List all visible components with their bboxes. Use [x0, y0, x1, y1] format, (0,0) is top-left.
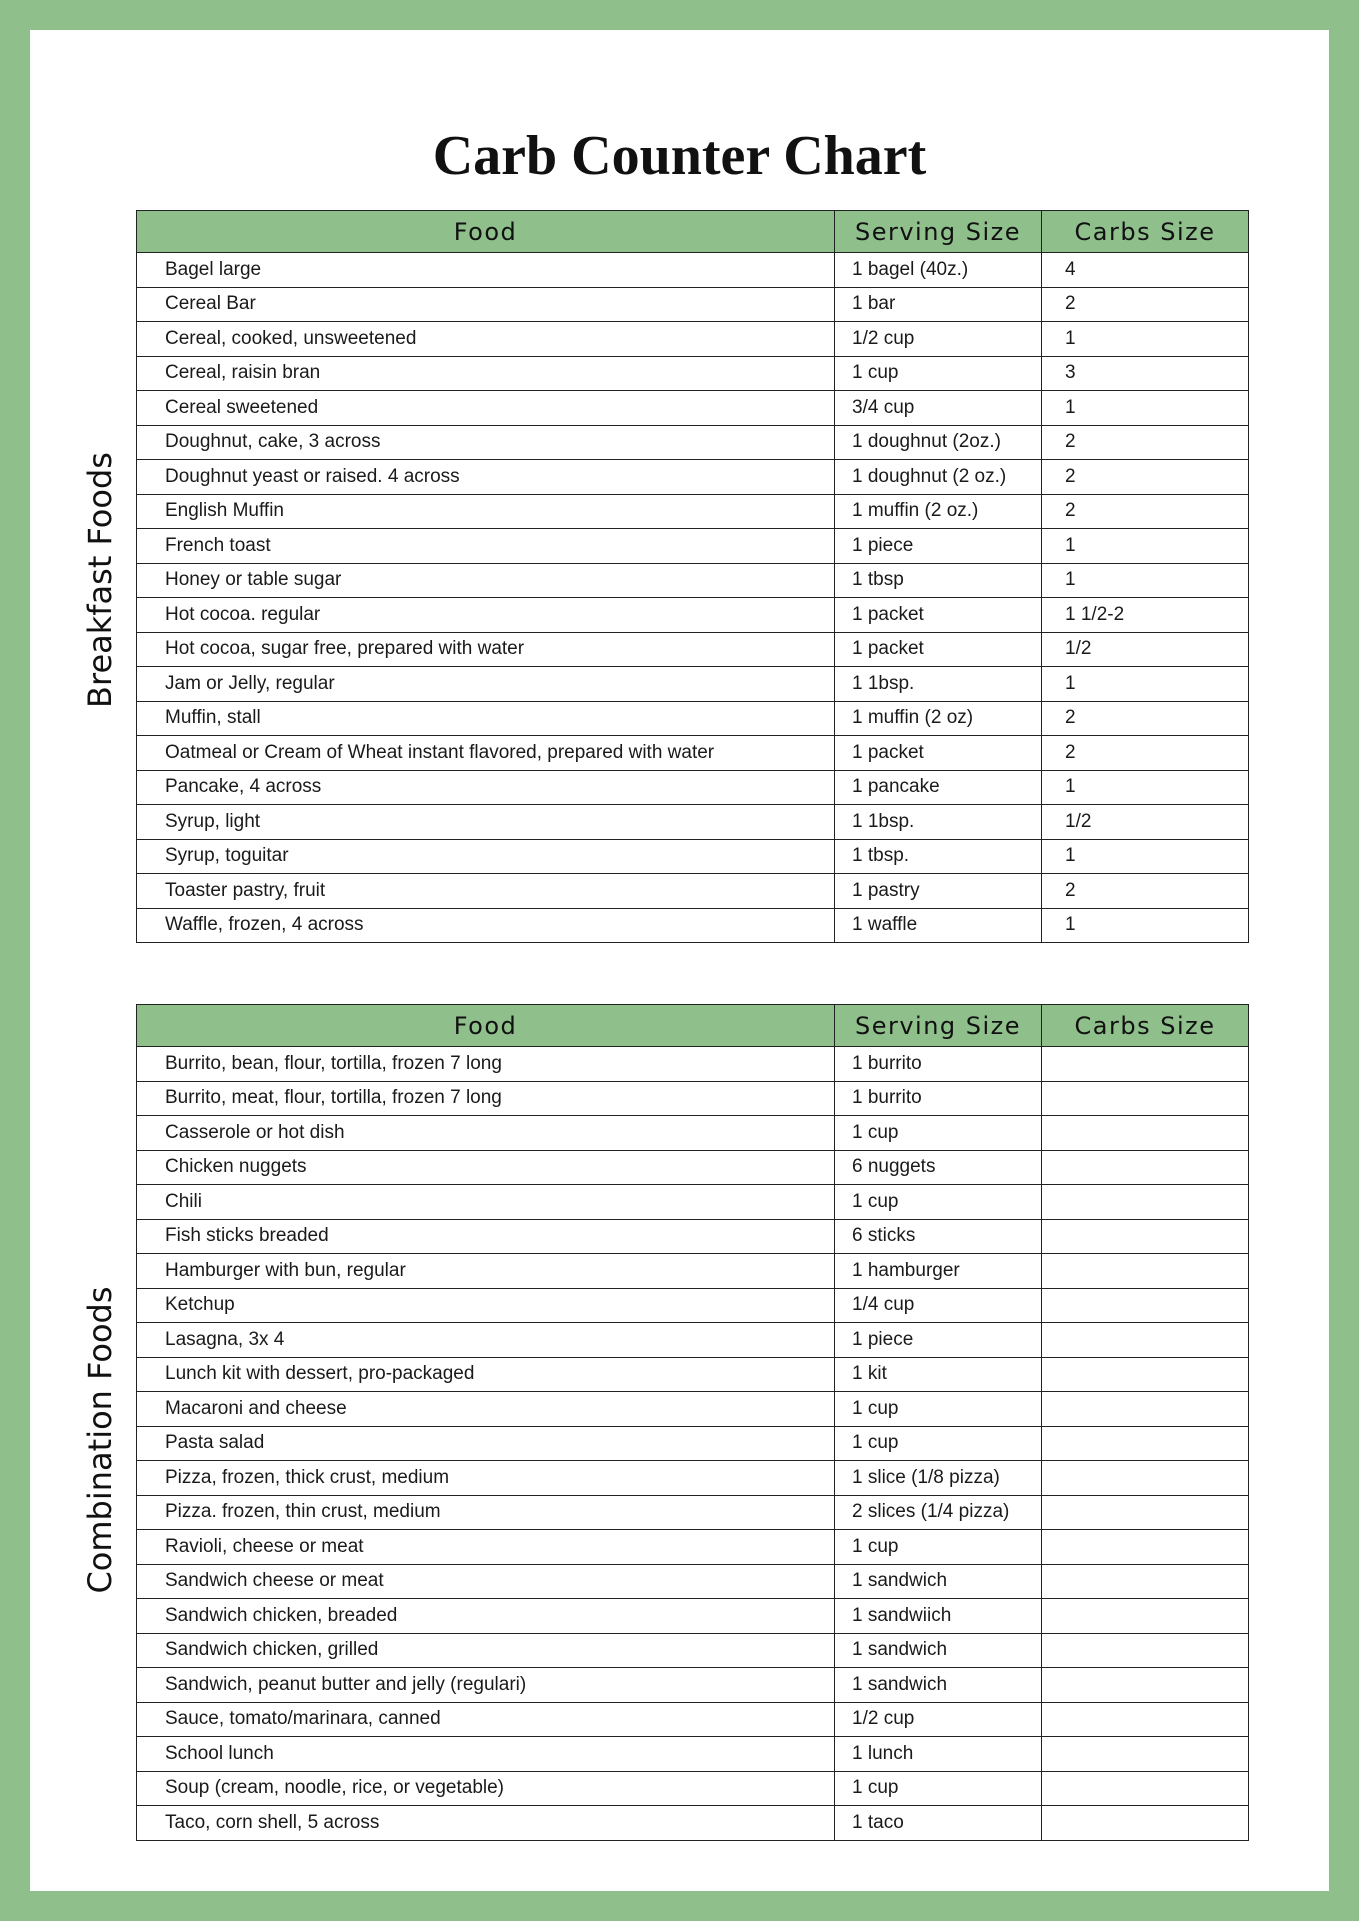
cell-food: Sandwich, peanut butter and jelly (regulari) — [137, 1668, 835, 1703]
cell-serving-size: 1 bagel (40z.) — [835, 253, 1042, 288]
cell-food: Pasta salad — [137, 1426, 835, 1461]
header-food: Food — [137, 1005, 835, 1047]
table-row — [137, 1254, 1249, 1289]
table-row — [137, 839, 1249, 874]
cell-carbs-size: 2 — [1042, 460, 1249, 495]
cell-food: Fish sticks breaded — [137, 1219, 835, 1254]
cell-serving-size: 1 cup — [835, 1426, 1042, 1461]
combination-table — [136, 1004, 1249, 1841]
cell-food: Casserole or hot dish — [137, 1116, 835, 1151]
cell-carbs-size — [1042, 1633, 1249, 1668]
cell-serving-size: 1 1bsp. — [835, 667, 1042, 702]
cell-carbs-size: 2 — [1042, 425, 1249, 460]
cell-serving-size: 1 burrito — [835, 1047, 1042, 1082]
cell-food: Ketchup — [137, 1288, 835, 1323]
cell-food: Pancake, 4 across — [137, 770, 835, 805]
page-frame — [30, 30, 1329, 1891]
cell-food: Oatmeal or Cream of Wheat instant flavored, prepared with water — [137, 736, 835, 771]
cell-serving-size: 1 muffin (2 oz) — [835, 701, 1042, 736]
cell-serving-size: 1 piece — [835, 1323, 1042, 1358]
cell-food: Hot cocoa. regular — [137, 598, 835, 633]
cell-carbs-size: 2 — [1042, 701, 1249, 736]
cell-food: Syrup, light — [137, 805, 835, 840]
table-row — [137, 1668, 1249, 1703]
cell-carbs-size — [1042, 1288, 1249, 1323]
table-row — [137, 598, 1249, 633]
cell-food: Doughnut yeast or raised. 4 across — [137, 460, 835, 495]
table-row — [137, 1219, 1249, 1254]
cell-serving-size: 1 lunch — [835, 1737, 1042, 1772]
table-row — [137, 1771, 1249, 1806]
table-row — [137, 460, 1249, 495]
cell-food: Waffle, frozen, 4 across — [137, 908, 835, 943]
cell-serving-size: 1 taco — [835, 1806, 1042, 1841]
table-row — [137, 425, 1249, 460]
cell-carbs-size: 2 — [1042, 494, 1249, 529]
cell-carbs-size — [1042, 1461, 1249, 1496]
table-row — [137, 322, 1249, 357]
cell-carbs-size: 1/2 — [1042, 805, 1249, 840]
cell-serving-size: 1 kit — [835, 1357, 1042, 1392]
cell-serving-size: 1/4 cup — [835, 1288, 1042, 1323]
cell-serving-size: 1 tbsp. — [835, 839, 1042, 874]
table-row — [137, 356, 1249, 391]
table-row — [137, 736, 1249, 771]
cell-food: Chili — [137, 1185, 835, 1220]
table-row — [137, 1357, 1249, 1392]
section-label-combination: Combination Foods — [81, 1286, 119, 1594]
header-food: Food — [137, 211, 835, 253]
cell-food: School lunch — [137, 1737, 835, 1772]
cell-serving-size: 1 bar — [835, 287, 1042, 322]
cell-serving-size: 1 sandwich — [835, 1564, 1042, 1599]
cell-food: Sandwich chicken, breaded — [137, 1599, 835, 1634]
table-row — [137, 287, 1249, 322]
table-row — [137, 1185, 1249, 1220]
cell-carbs-size: 2 — [1042, 287, 1249, 322]
cell-serving-size: 1 waffle — [835, 908, 1042, 943]
cell-carbs-size: 1 — [1042, 322, 1249, 357]
table-row — [137, 1702, 1249, 1737]
cell-carbs-size — [1042, 1564, 1249, 1599]
cell-carbs-size — [1042, 1495, 1249, 1530]
cell-food: Cereal, cooked, unsweetened — [137, 322, 835, 357]
cell-food: Ravioli, cheese or meat — [137, 1530, 835, 1565]
cell-food: Hamburger with bun, regular — [137, 1254, 835, 1289]
cell-serving-size: 1 pastry — [835, 874, 1042, 909]
table-row — [137, 701, 1249, 736]
cell-food: Burrito, bean, flour, tortilla, frozen 7 long — [137, 1047, 835, 1082]
table-row — [137, 494, 1249, 529]
cell-carbs-size — [1042, 1530, 1249, 1565]
cell-serving-size: 1 cup — [835, 1185, 1042, 1220]
table-row — [137, 1737, 1249, 1772]
page-title: Carb Counter Chart — [432, 125, 927, 187]
table-row — [137, 908, 1249, 943]
cell-serving-size: 1 doughnut (2 oz.) — [835, 460, 1042, 495]
breakfast-table — [136, 210, 1249, 943]
cell-serving-size: 1 cup — [835, 1392, 1042, 1427]
cell-serving-size: 1 pancake — [835, 770, 1042, 805]
table-row — [137, 874, 1249, 909]
cell-food: Sandwich chicken, grilled — [137, 1633, 835, 1668]
table-row — [137, 667, 1249, 702]
table-row — [137, 1116, 1249, 1151]
cell-serving-size: 1 muffin (2 oz.) — [835, 494, 1042, 529]
cell-carbs-size: 1 1/2-2 — [1042, 598, 1249, 633]
section-label-breakfast: Breakfast Foods — [81, 452, 119, 708]
cell-serving-size: 1 packet — [835, 632, 1042, 667]
header-serving-size: Serving Size — [835, 211, 1042, 253]
header-carbs-size: Carbs Size — [1042, 211, 1249, 253]
cell-carbs-size — [1042, 1185, 1249, 1220]
cell-carbs-size — [1042, 1426, 1249, 1461]
cell-food: Lasagna, 3x 4 — [137, 1323, 835, 1358]
cell-food: Taco, corn shell, 5 across — [137, 1806, 835, 1841]
table-row — [137, 1633, 1249, 1668]
cell-carbs-size: 3 — [1042, 356, 1249, 391]
cell-carbs-size — [1042, 1702, 1249, 1737]
table-row — [137, 1495, 1249, 1530]
cell-food: Sandwich cheese or meat — [137, 1564, 835, 1599]
cell-serving-size: 1/2 cup — [835, 322, 1042, 357]
cell-food: Toaster pastry, fruit — [137, 874, 835, 909]
cell-food: French toast — [137, 529, 835, 564]
cell-food: Syrup, toguitar — [137, 839, 835, 874]
cell-carbs-size: 1/2 — [1042, 632, 1249, 667]
table-header-row — [137, 1005, 1249, 1047]
cell-food: Sauce, tomato/marinara, canned — [137, 1702, 835, 1737]
cell-serving-size: 6 nuggets — [835, 1150, 1042, 1185]
cell-serving-size: 1 piece — [835, 529, 1042, 564]
table-row — [137, 1323, 1249, 1358]
table-row — [137, 1564, 1249, 1599]
table-row — [137, 770, 1249, 805]
cell-food: Jam or Jelly, regular — [137, 667, 835, 702]
cell-serving-size: 2 slices (1/4 pizza) — [835, 1495, 1042, 1530]
cell-serving-size: 1 slice (1/8 pizza) — [835, 1461, 1042, 1496]
cell-food: Cereal sweetened — [137, 391, 835, 426]
table-row — [137, 529, 1249, 564]
cell-food: Muffin, stall — [137, 701, 835, 736]
cell-carbs-size — [1042, 1392, 1249, 1427]
cell-serving-size: 1 hamburger — [835, 1254, 1042, 1289]
cell-serving-size: 3/4 cup — [835, 391, 1042, 426]
cell-serving-size: 1 sandwich — [835, 1633, 1042, 1668]
table-row — [137, 391, 1249, 426]
table-row — [137, 1426, 1249, 1461]
cell-carbs-size: 1 — [1042, 770, 1249, 805]
cell-food: Burrito, meat, flour, tortilla, frozen 7 long — [137, 1081, 835, 1116]
cell-serving-size: 1/2 cup — [835, 1702, 1042, 1737]
cell-serving-size: 1 1bsp. — [835, 805, 1042, 840]
table-row — [137, 1530, 1249, 1565]
cell-carbs-size: 2 — [1042, 736, 1249, 771]
cell-serving-size: 6 sticks — [835, 1219, 1042, 1254]
cell-carbs-size: 1 — [1042, 667, 1249, 702]
cell-food: Bagel large — [137, 253, 835, 288]
cell-carbs-size: 2 — [1042, 874, 1249, 909]
cell-serving-size: 1 tbsp — [835, 563, 1042, 598]
table-row — [137, 1392, 1249, 1427]
cell-serving-size: 1 cup — [835, 1116, 1042, 1151]
cell-carbs-size: 1 — [1042, 391, 1249, 426]
cell-carbs-size: 1 — [1042, 529, 1249, 564]
cell-carbs-size — [1042, 1599, 1249, 1634]
cell-food: Pizza, frozen, thick crust, medium — [137, 1461, 835, 1496]
cell-food: Chicken nuggets — [137, 1150, 835, 1185]
cell-carbs-size — [1042, 1116, 1249, 1151]
cell-food: Cereal Bar — [137, 287, 835, 322]
cell-serving-size: 1 packet — [835, 598, 1042, 633]
table-row — [137, 253, 1249, 288]
table-row — [137, 1599, 1249, 1634]
cell-carbs-size — [1042, 1806, 1249, 1841]
header-carbs-size: Carbs Size — [1042, 1005, 1249, 1047]
cell-food: Doughnut, cake, 3 across — [137, 425, 835, 460]
table-row — [137, 805, 1249, 840]
cell-food: Macaroni and cheese — [137, 1392, 835, 1427]
cell-serving-size: 1 doughnut (2oz.) — [835, 425, 1042, 460]
table-row — [137, 632, 1249, 667]
cell-food: Honey or table sugar — [137, 563, 835, 598]
cell-carbs-size — [1042, 1150, 1249, 1185]
cell-serving-size: 1 cup — [835, 356, 1042, 391]
cell-carbs-size — [1042, 1254, 1249, 1289]
table-row — [137, 1288, 1249, 1323]
cell-carbs-size: 1 — [1042, 908, 1249, 943]
cell-serving-size: 1 cup — [835, 1771, 1042, 1806]
cell-serving-size: 1 sandwiich — [835, 1599, 1042, 1634]
table-row — [137, 1806, 1249, 1841]
table-row — [137, 1081, 1249, 1116]
table-row — [137, 1461, 1249, 1496]
table-row — [137, 1150, 1249, 1185]
header-serving-size: Serving Size — [835, 1005, 1042, 1047]
table-header-row — [137, 211, 1249, 253]
cell-food: Hot cocoa, sugar free, prepared with water — [137, 632, 835, 667]
cell-carbs-size — [1042, 1668, 1249, 1703]
cell-carbs-size — [1042, 1047, 1249, 1082]
cell-carbs-size — [1042, 1081, 1249, 1116]
cell-carbs-size — [1042, 1357, 1249, 1392]
cell-carbs-size — [1042, 1771, 1249, 1806]
cell-food: Pizza. frozen, thin crust, medium — [137, 1495, 835, 1530]
cell-serving-size: 1 sandwich — [835, 1668, 1042, 1703]
cell-carbs-size — [1042, 1737, 1249, 1772]
cell-serving-size: 1 cup — [835, 1530, 1042, 1565]
table-row — [137, 563, 1249, 598]
cell-carbs-size: 1 — [1042, 563, 1249, 598]
cell-serving-size: 1 packet — [835, 736, 1042, 771]
cell-food: English Muffin — [137, 494, 835, 529]
cell-food: Cereal, raisin bran — [137, 356, 835, 391]
cell-serving-size: 1 burrito — [835, 1081, 1042, 1116]
cell-carbs-size — [1042, 1219, 1249, 1254]
cell-carbs-size — [1042, 1323, 1249, 1358]
cell-food: Soup (cream, noodle, rice, or vegetable) — [137, 1771, 835, 1806]
table-row — [137, 1047, 1249, 1082]
cell-carbs-size: 4 — [1042, 253, 1249, 288]
cell-food: Lunch kit with dessert, pro-packaged — [137, 1357, 835, 1392]
cell-carbs-size: 1 — [1042, 839, 1249, 874]
